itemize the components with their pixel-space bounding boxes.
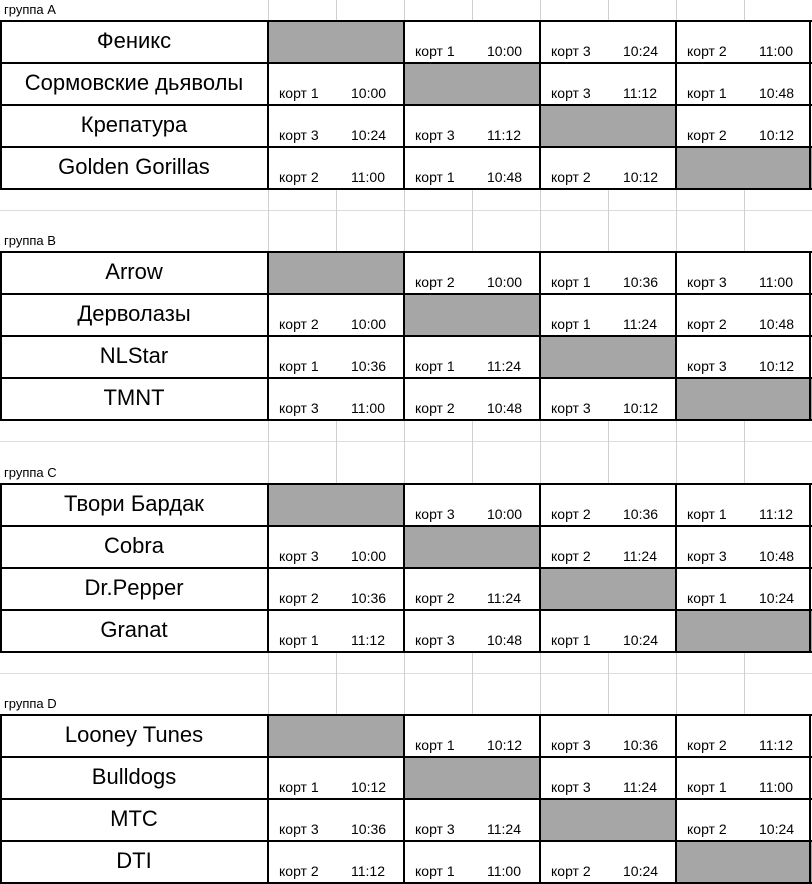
- court-label: корт 1: [415, 358, 455, 374]
- self-match-cell: [404, 526, 540, 568]
- team-name: Феникс: [96, 28, 172, 53]
- row-border: [0, 20, 812, 22]
- team-name: Golden Gorillas: [58, 154, 210, 179]
- match-time: 10:48: [487, 169, 523, 185]
- team-name: Крепатура: [80, 112, 188, 137]
- court-label: корт 1: [551, 316, 591, 332]
- row-border: [0, 377, 812, 379]
- team-name: Bulldogs: [91, 764, 177, 789]
- court-label: корт 3: [551, 85, 591, 101]
- court-label: корт 2: [687, 316, 727, 332]
- self-match-cell: [540, 336, 676, 378]
- row-border: [0, 609, 812, 611]
- court-label: корт 2: [551, 863, 591, 879]
- match-time: 10:36: [351, 358, 387, 374]
- court-label: корт 1: [551, 274, 591, 290]
- team-name: Твори Бардак: [64, 491, 204, 516]
- row-border: [0, 335, 812, 337]
- team-name: MTC: [110, 806, 158, 831]
- self-match-cell: [540, 799, 676, 841]
- match-time: 11:00: [759, 43, 793, 59]
- column-border: [0, 251, 2, 421]
- match-time: 10:24: [623, 863, 659, 879]
- match-time: 10:24: [759, 821, 795, 837]
- court-label: корт 2: [687, 821, 727, 837]
- row-border: [0, 525, 812, 527]
- column-border: [403, 251, 405, 421]
- match-time: 10:00: [351, 548, 387, 564]
- court-label: корт 3: [279, 821, 319, 837]
- self-match-cell: [268, 252, 404, 294]
- column-border: [675, 20, 677, 190]
- column-border: [0, 20, 2, 190]
- court-label: корт 2: [279, 169, 319, 185]
- group-label: группа D: [4, 696, 57, 711]
- match-time: 11:24: [487, 358, 521, 374]
- match-time: 10:12: [623, 169, 659, 185]
- row-border: [0, 483, 812, 485]
- match-time: 10:00: [351, 85, 387, 101]
- court-label: корт 3: [551, 43, 591, 59]
- self-match-cell: [268, 484, 404, 526]
- group-label: группа C: [4, 465, 57, 480]
- court-label: корт 1: [551, 632, 591, 648]
- column-border: [539, 483, 541, 653]
- self-match-cell: [676, 841, 812, 883]
- court-label: корт 1: [279, 85, 319, 101]
- team-name: Dr.Pepper: [84, 575, 184, 600]
- court-label: корт 3: [415, 632, 455, 648]
- court-label: корт 3: [415, 506, 455, 522]
- match-time: 10:48: [487, 400, 523, 416]
- match-time: 11:12: [759, 506, 793, 522]
- team-name: TMNT: [103, 385, 165, 410]
- match-time: 11:12: [759, 737, 793, 753]
- court-label: корт 1: [415, 43, 455, 59]
- column-border: [539, 251, 541, 421]
- court-label: корт 1: [687, 590, 727, 606]
- row-border: [0, 251, 812, 253]
- court-label: корт 3: [279, 400, 319, 416]
- match-time: 11:00: [487, 863, 521, 879]
- court-label: корт 3: [279, 548, 319, 564]
- self-match-cell: [676, 147, 812, 189]
- self-match-cell: [404, 63, 540, 105]
- match-time: 10:24: [623, 632, 659, 648]
- match-time: 10:24: [759, 590, 795, 606]
- row-border: [0, 567, 812, 569]
- match-time: 10:36: [351, 590, 387, 606]
- row-border: [0, 651, 812, 653]
- column-border: [267, 483, 269, 653]
- court-label: корт 3: [415, 821, 455, 837]
- row-border: [0, 714, 812, 716]
- self-match-cell: [404, 757, 540, 799]
- column-border: [675, 483, 677, 653]
- court-label: корт 2: [551, 506, 591, 522]
- court-label: корт 2: [687, 43, 727, 59]
- match-time: 10:00: [487, 506, 523, 522]
- team-name: Сормовские дьяволы: [24, 70, 244, 95]
- column-border: [809, 483, 811, 653]
- match-time: 10:12: [759, 358, 795, 374]
- grid-line: [0, 673, 812, 674]
- court-label: корт 2: [279, 590, 319, 606]
- row-border: [0, 188, 812, 190]
- court-label: корт 1: [687, 85, 727, 101]
- match-time: 11:12: [351, 632, 385, 648]
- court-label: корт 2: [415, 590, 455, 606]
- match-time: 10:36: [351, 821, 387, 837]
- match-time: 10:48: [487, 632, 523, 648]
- match-time: 11:12: [487, 127, 521, 143]
- court-label: корт 1: [415, 863, 455, 879]
- match-time: 10:12: [351, 779, 387, 795]
- column-border: [809, 20, 811, 190]
- match-time: 10:00: [487, 274, 523, 290]
- column-border: [809, 251, 811, 421]
- court-label: корт 1: [687, 779, 727, 795]
- match-time: 11:24: [487, 590, 521, 606]
- match-time: 10:48: [759, 316, 795, 332]
- match-time: 10:00: [351, 316, 387, 332]
- row-border: [0, 293, 812, 295]
- court-label: корт 3: [551, 779, 591, 795]
- match-time: 11:12: [623, 85, 657, 101]
- match-time: 11:00: [759, 274, 793, 290]
- match-time: 11:24: [623, 779, 657, 795]
- column-border: [675, 251, 677, 421]
- self-match-cell: [540, 105, 676, 147]
- column-border: [267, 251, 269, 421]
- court-label: корт 2: [687, 737, 727, 753]
- court-label: корт 2: [415, 400, 455, 416]
- group-label: группа A: [4, 2, 56, 17]
- match-time: 11:24: [623, 548, 657, 564]
- court-label: корт 1: [279, 358, 319, 374]
- court-label: корт 3: [687, 548, 727, 564]
- match-time: 10:12: [759, 127, 795, 143]
- grid-line: [0, 441, 812, 442]
- row-border: [0, 104, 812, 106]
- court-label: корт 1: [687, 506, 727, 522]
- court-label: корт 3: [687, 358, 727, 374]
- self-match-cell: [540, 568, 676, 610]
- court-label: корт 2: [279, 863, 319, 879]
- self-match-cell: [268, 715, 404, 757]
- court-label: корт 1: [279, 632, 319, 648]
- court-label: корт 2: [687, 127, 727, 143]
- court-label: корт 2: [279, 316, 319, 332]
- team-name: Дерволазы: [77, 301, 191, 326]
- court-label: корт 1: [279, 779, 319, 795]
- row-border: [0, 756, 812, 758]
- column-border: [0, 483, 2, 653]
- match-time: 10:00: [487, 43, 523, 59]
- column-border: [403, 714, 405, 884]
- team-name: Arrow: [105, 259, 163, 284]
- column-border: [267, 20, 269, 190]
- match-time: 11:12: [351, 863, 385, 879]
- court-label: корт 1: [415, 737, 455, 753]
- match-time: 11:24: [623, 316, 657, 332]
- team-name: Cobra: [104, 533, 164, 558]
- column-border: [403, 20, 405, 190]
- court-label: корт 3: [279, 127, 319, 143]
- match-time: 10:24: [351, 127, 387, 143]
- court-label: корт 3: [687, 274, 727, 290]
- match-time: 11:00: [759, 779, 793, 795]
- match-time: 10:48: [759, 85, 795, 101]
- row-border: [0, 840, 812, 842]
- row-border: [0, 62, 812, 64]
- court-label: корт 2: [415, 274, 455, 290]
- court-label: корт 2: [551, 169, 591, 185]
- column-border: [403, 483, 405, 653]
- row-border: [0, 146, 812, 148]
- match-time: 11:24: [487, 821, 521, 837]
- grid-line: [0, 210, 812, 211]
- row-border: [0, 419, 812, 421]
- match-time: 10:12: [623, 400, 659, 416]
- column-border: [675, 714, 677, 884]
- team-name: NLStar: [99, 343, 169, 368]
- match-time: 11:00: [351, 400, 385, 416]
- group-label: группа B: [4, 233, 56, 248]
- row-border: [0, 798, 812, 800]
- column-border: [809, 714, 811, 884]
- court-label: корт 3: [551, 737, 591, 753]
- column-border: [539, 714, 541, 884]
- match-time: 10:12: [487, 737, 523, 753]
- self-match-cell: [268, 21, 404, 63]
- match-time: 10:24: [623, 43, 659, 59]
- court-label: корт 1: [415, 169, 455, 185]
- column-border: [267, 714, 269, 884]
- team-name: Looney Tunes: [64, 722, 204, 747]
- column-border: [0, 714, 2, 884]
- self-match-cell: [676, 378, 812, 420]
- team-name: DTI: [116, 848, 152, 873]
- self-match-cell: [404, 294, 540, 336]
- self-match-cell: [676, 610, 812, 652]
- match-time: 11:00: [351, 169, 385, 185]
- court-label: корт 3: [551, 400, 591, 416]
- match-time: 10:36: [623, 274, 659, 290]
- match-time: 10:36: [623, 737, 659, 753]
- team-name: Granat: [100, 617, 168, 642]
- court-label: корт 2: [551, 548, 591, 564]
- column-border: [539, 20, 541, 190]
- match-time: 10:36: [623, 506, 659, 522]
- court-label: корт 3: [415, 127, 455, 143]
- match-time: 10:48: [759, 548, 795, 564]
